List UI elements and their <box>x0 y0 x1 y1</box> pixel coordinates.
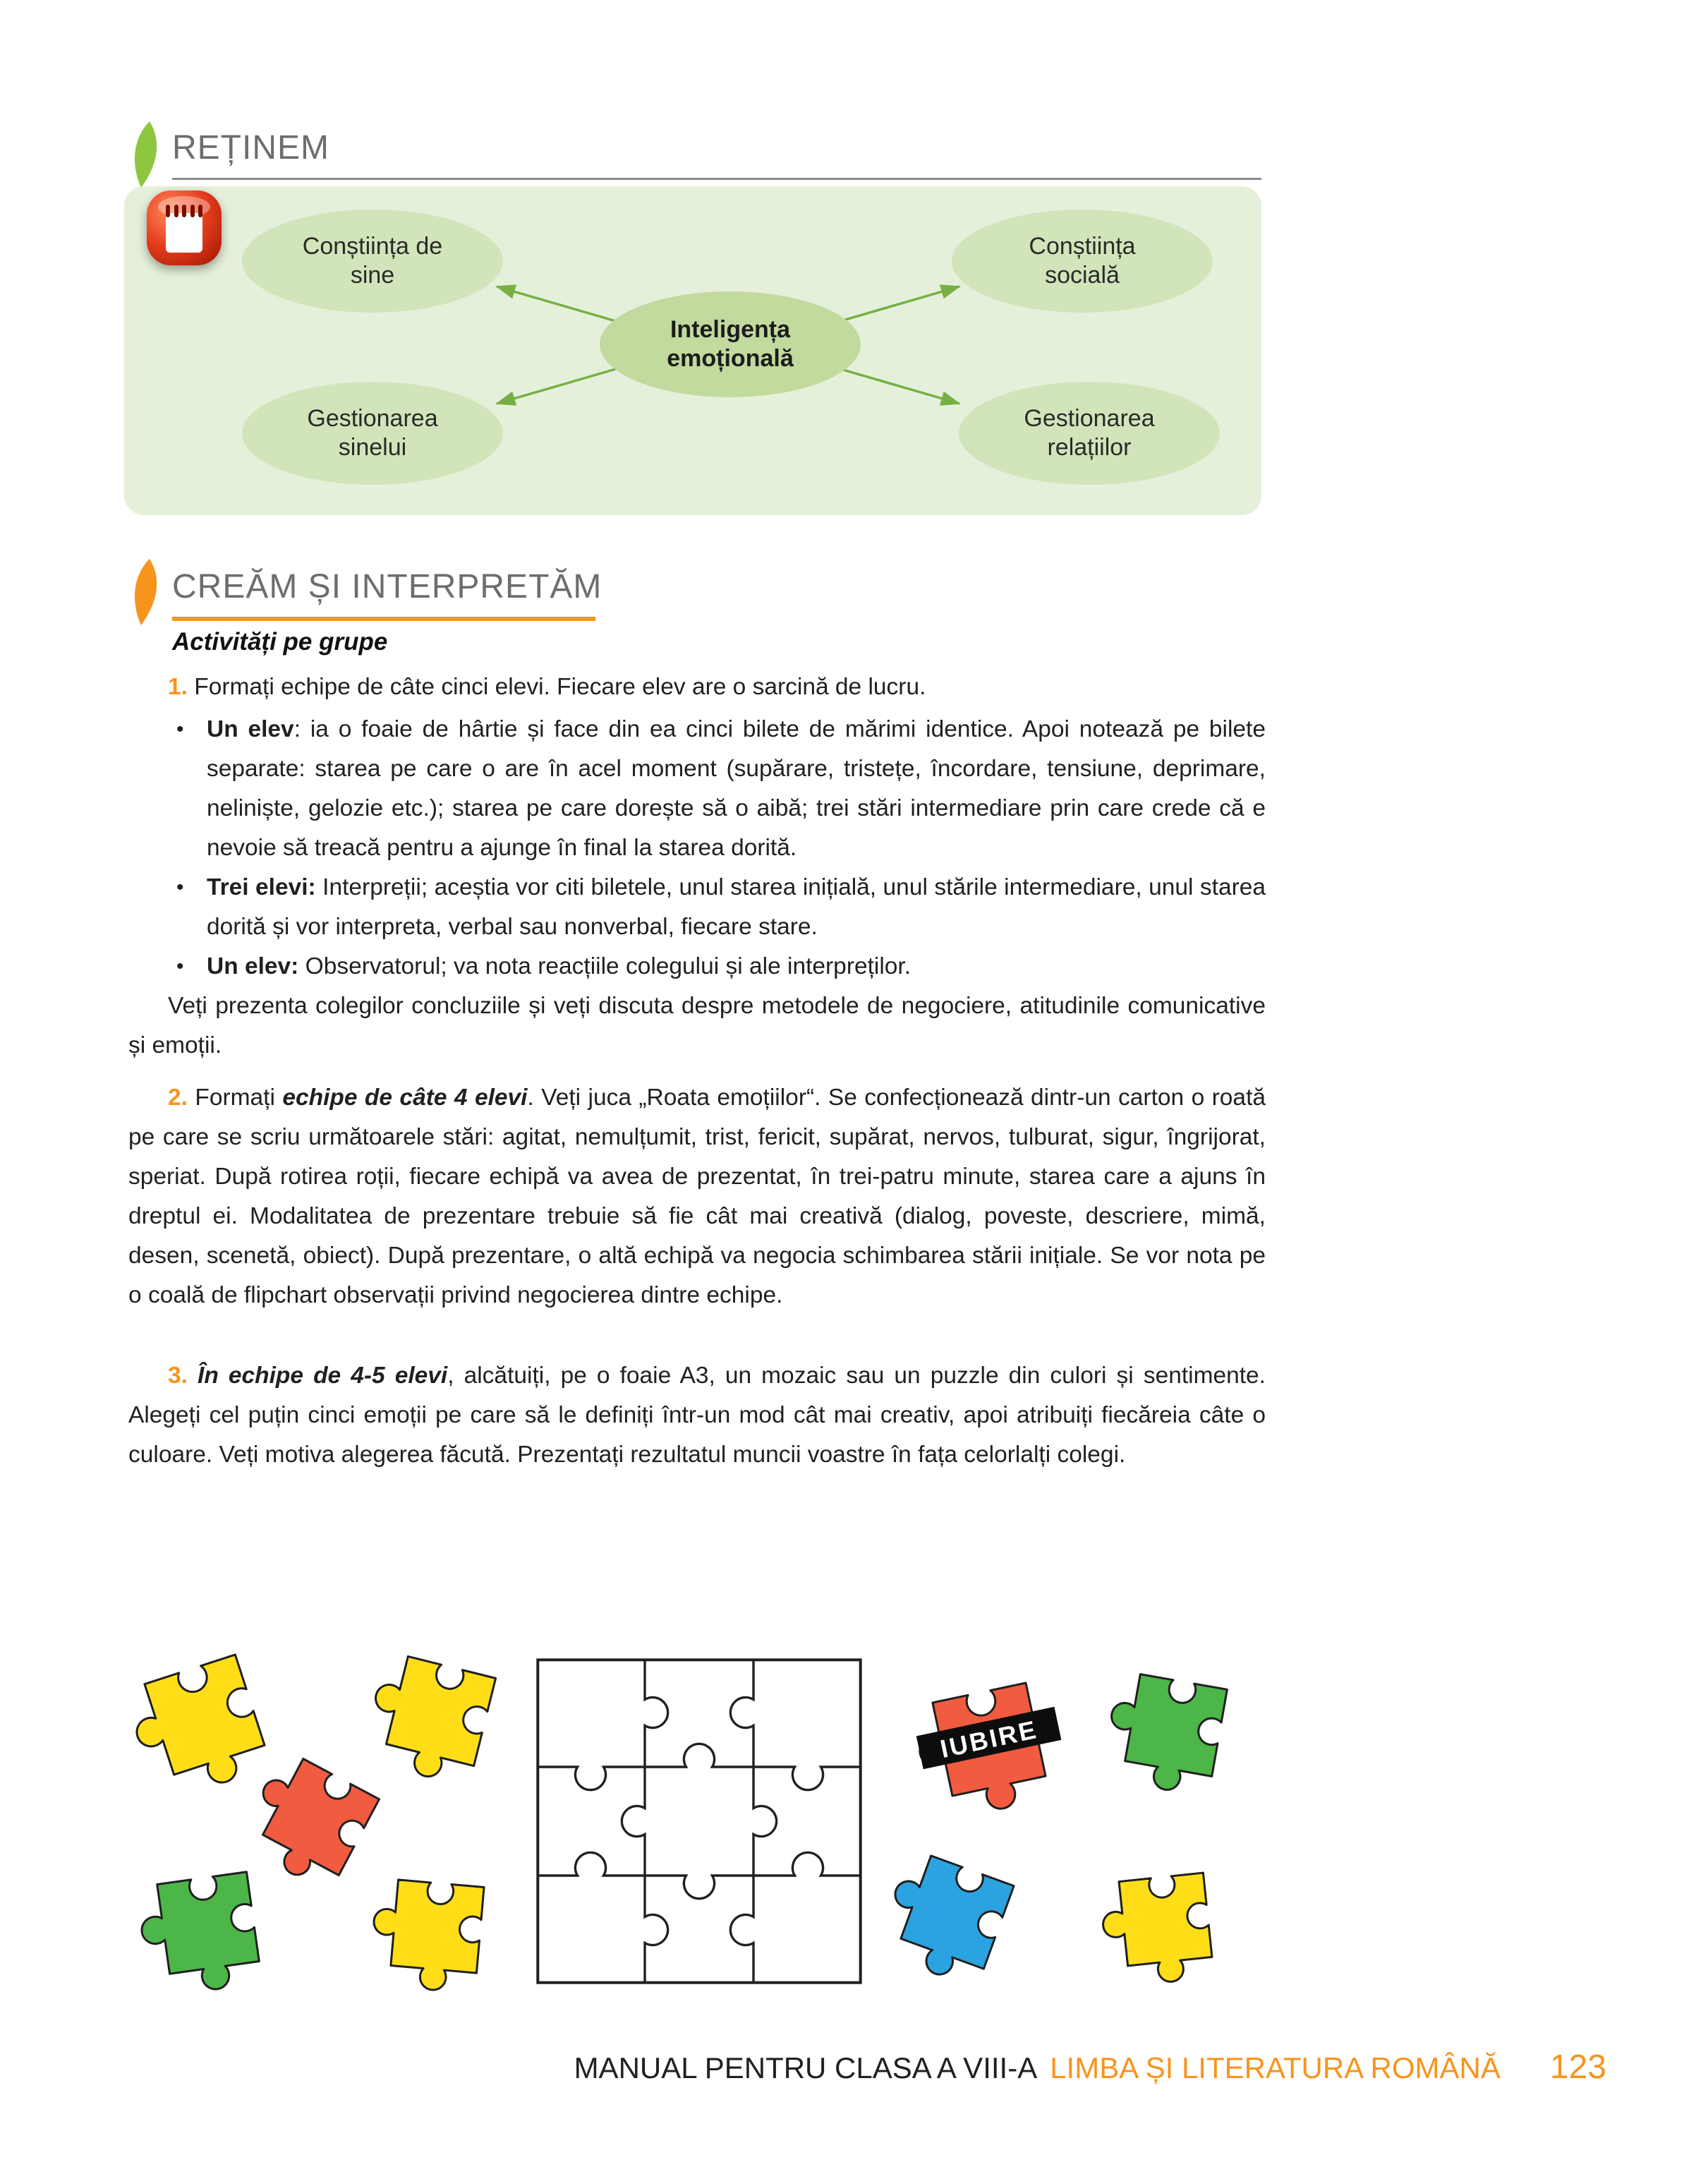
activity-3-emphasis: În echipe de 4-5 elevi <box>198 1363 448 1389</box>
bullet-lead: Trei elevi: <box>207 874 316 900</box>
puzzle-piece-yellow <box>123 1655 272 1804</box>
puzzle-piece-green <box>135 1872 262 1998</box>
puzzle-pieces-right <box>890 1644 1275 2011</box>
activity-2-emphasis: echipe de câte 4 elevi <box>282 1085 528 1111</box>
notebook-sheet <box>166 213 202 253</box>
arrow-to-relationship-management <box>838 368 959 404</box>
puzzle-grid <box>536 1658 862 1984</box>
notebook-rings <box>166 205 202 217</box>
activity-1-text: Formați echipe de câte cinci elevi. Fiecare elev are o sarcină de lucru. <box>194 674 926 700</box>
activity-3-number: 3. <box>168 1363 188 1389</box>
puzzle-piece-red <box>235 1749 380 1894</box>
diagram-node-social-awareness: Conștiința socială <box>952 210 1213 313</box>
bullet-marker: • <box>176 718 184 741</box>
diagram-node-center: Inteligența emoțională <box>600 291 861 397</box>
retinem-divider <box>172 178 1261 180</box>
page-footer <box>574 2048 1606 2087</box>
bullet-text: Trei elevi: Interpreții; aceștia vor citi biletele, unul starea inițială, unul stările intermediare, unul starea dorită și vor interpreta, verbal sau nonverbal, fiecare stare. <box>207 874 1266 940</box>
bullet-item <box>128 947 1266 986</box>
bullet-text: Un elev: ia o foaie de hârtie și face din ea cinci bilete de mărimi identice. Apoi notează pe bilete separate: starea pe care o are în acel moment (supărare, tristețe, încordare, tensiune, deprimare, neliniște, gelozie etc.); starea pe care dorește să o aibă; trei stări intermediare prin care crede că e nevoie să treacă pentru a ajunge în final la starea dorită. <box>207 716 1266 861</box>
footer-manual-title: MANUAL PENTRU CLASA A VIII-A <box>574 2051 1038 2084</box>
emotional-intelligence-diagram <box>124 186 1261 515</box>
activity-1-conclusion: Veți prezenta colegilor concluziile și veți discuta despre metodele de negociere, atitudinile comunicative și emoții. <box>128 993 1266 1058</box>
activity-1 <box>128 668 1266 707</box>
activity-3: 3. În echipe de 4-5 elevi, alcătuiți, pe o foaie A3, un mozaic sau un puzzle din culori și sentimente. Alegeți cel puțin cinci emoții pe care să le definiți într-un mod cât mai creativ, apoi atribuiți fiecăreia câte o culoare. Veți motiva alegerea făcută. Prezentați rezultatul muncii voastre în fața celorlalți colegi. <box>128 1363 1266 1468</box>
bullet-marker: • <box>176 955 184 978</box>
cream-divider <box>172 617 595 621</box>
puzzle-piece-green <box>1101 1670 1228 1797</box>
retinem-title: REȚINEM <box>172 129 329 167</box>
bullet-item <box>128 710 1266 868</box>
activities-text <box>128 628 1266 1475</box>
puzzle-piece-yellow <box>1098 1873 1214 1988</box>
bullet-lead: Un elev: <box>207 953 299 979</box>
diagram-node-relationship-management: Gestionarea relațiilor <box>959 382 1220 485</box>
activity-1-number: 1. <box>168 674 188 700</box>
bullet-text: Un elev: Observatorul; va nota reacțiile colegului și ale interpreților. <box>207 953 911 979</box>
activity-2: 2. Formați echipe de câte 4 elevi. Veți juca „Roata emoțiilor“. Se confecționează dintr-un carton o roată pe care se scriu următoarele stări: agitat, nemulțumit, trist, fericit, supărat, nervos, tulburat, sigur, îngrijorat, speriat. După rotirea roții, fiecare echipă va avea de prezentat, în trei-patru minute, starea care a ajuns în dreptul ei. Modalitatea de prezentare trebuie să fie cât mai creativă (dialog, poveste, descriere, mimă, desen, scenetă, obiect). După prezentare, o altă echipă va negocia schimbarea stării inițiale. Se vor nota pe o coală de flipchart observații privind negocierea dintre echipe. <box>128 1085 1266 1308</box>
leaf-icon-orange <box>128 559 165 627</box>
arrow-to-self-awareness <box>497 286 618 322</box>
bullet-list <box>128 710 1266 986</box>
iubire-label: IUBIRE <box>938 1714 1041 1764</box>
arrow-to-social-awareness <box>838 286 959 322</box>
bullet-lead: Un elev <box>207 716 294 742</box>
puzzle-piece-yellow <box>368 1878 484 1993</box>
bullet-item <box>128 868 1266 947</box>
arrow-to-self-management <box>497 368 618 404</box>
puzzle-piece-yellow <box>360 1651 495 1787</box>
diagram-node-self-management: Gestionarea sinelui <box>242 382 503 485</box>
footer-subject-title: LIMBA ȘI LITERATURA ROMÂNĂ <box>1050 2051 1501 2084</box>
bullet-marker: • <box>176 876 184 899</box>
puzzle-pieces-left <box>120 1644 529 2011</box>
puzzle-grid-border <box>538 1660 860 1982</box>
page-number: 123 <box>1549 2048 1606 2086</box>
puzzle-piece-blue <box>890 1849 1014 1989</box>
diagram-node-self-awareness: Conștiința de sine <box>242 210 503 313</box>
cream-title: CREĂM ȘI INTERPRETĂM <box>172 568 602 605</box>
activity-2-number: 2. <box>168 1085 188 1111</box>
leaf-icon-green <box>128 121 165 189</box>
notebook-icon <box>147 191 222 265</box>
activities-subtitle: Activități pe grupe <box>172 628 388 656</box>
